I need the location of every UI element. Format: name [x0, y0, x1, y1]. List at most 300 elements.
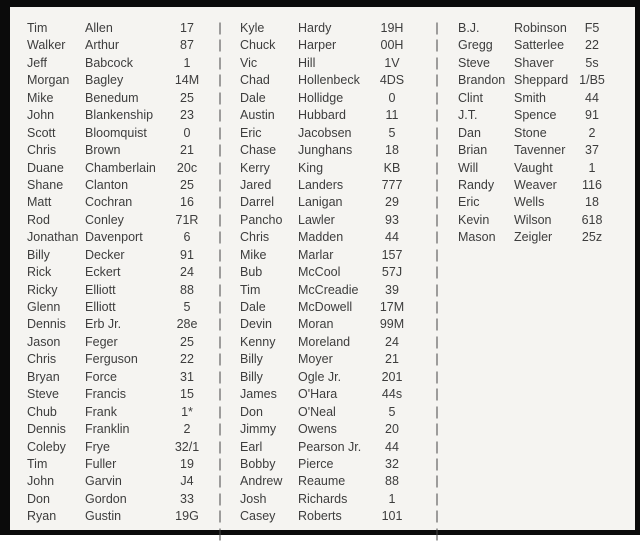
- first-name-cell: Tim: [27, 21, 48, 35]
- first-name-cell: Devin: [240, 317, 272, 332]
- first-name-cell: [27, 526, 85, 543]
- first-name-cell: [458, 282, 514, 299]
- car-number-cell: 39: [385, 282, 399, 297]
- roster-table: [10, 20, 635, 543]
- column-separator: |: [435, 352, 439, 367]
- last-name-cell: Hubbard: [298, 108, 346, 123]
- last-name-cell: [85, 526, 165, 543]
- column-separator: |: [218, 404, 222, 419]
- last-name-cell: Weaver: [514, 177, 557, 192]
- roster-sheet: [10, 7, 635, 541]
- first-name-cell: Mike: [27, 90, 54, 105]
- column-separator: |: [435, 143, 439, 158]
- column-separator: |: [435, 265, 439, 280]
- last-name-cell: [514, 439, 570, 456]
- first-name-cell: Steve: [458, 55, 490, 70]
- first-name-cell: Mason: [458, 230, 496, 245]
- car-number-cell: 25: [180, 177, 194, 192]
- last-name-cell: Ogle Jr.: [298, 369, 342, 384]
- column-separator: |: [218, 265, 222, 280]
- roster-row: [10, 526, 635, 543]
- column-separator: |: [435, 125, 439, 140]
- car-number-cell: [570, 421, 614, 438]
- column-separator: |: [435, 247, 439, 262]
- first-name-cell: [458, 456, 514, 473]
- car-number-cell: 11: [385, 108, 399, 123]
- first-name-cell: Kerry: [240, 160, 270, 175]
- roster-row: [10, 351, 635, 368]
- column-separator: |: [218, 55, 222, 70]
- car-number-cell: 71R: [175, 212, 199, 227]
- last-name-cell: O'Hara: [298, 387, 338, 402]
- roster-row: [10, 386, 635, 403]
- last-name-cell: Roberts: [298, 509, 342, 524]
- first-name-cell: Morgan: [27, 73, 70, 88]
- column-separator: |: [218, 334, 222, 349]
- car-number-cell: 37: [585, 143, 599, 158]
- roster-row: [10, 125, 635, 142]
- first-name-cell: Tim: [240, 282, 261, 297]
- roster-row: [10, 90, 635, 107]
- roster-row: [10, 282, 635, 299]
- last-name-cell: O'Neal: [298, 404, 336, 419]
- car-number-cell: 22: [180, 352, 194, 367]
- last-name-cell: [514, 264, 570, 281]
- column-separator: |: [435, 300, 439, 314]
- last-name-cell: [514, 386, 570, 403]
- first-name-cell: Will: [458, 160, 479, 175]
- first-name-cell: Andrew: [240, 474, 283, 489]
- first-name-cell: J.T.: [458, 108, 478, 123]
- car-number-cell: 5s: [585, 55, 599, 70]
- car-number-cell: 14M: [174, 73, 200, 88]
- car-number-cell: 25z: [581, 230, 603, 245]
- car-number-cell: 1: [588, 160, 596, 175]
- last-name-cell: Davenport: [85, 230, 143, 245]
- car-number-cell: 88: [180, 282, 194, 297]
- car-number-cell: 31: [180, 369, 194, 384]
- car-number-cell: 44: [385, 439, 399, 454]
- column-separator: |: [435, 21, 439, 35]
- first-name-cell: Jared: [240, 177, 272, 192]
- car-number-cell: 2: [183, 422, 191, 437]
- first-name-cell: Glenn: [27, 300, 61, 314]
- last-name-cell: McCreadie: [298, 282, 359, 297]
- first-name-cell: Scott: [27, 125, 56, 140]
- roster-row: [10, 456, 635, 473]
- car-number-cell: 5: [183, 300, 191, 314]
- first-name-cell: Shane: [27, 177, 64, 192]
- last-name-cell: Erb Jr.: [85, 317, 122, 332]
- column-separator: |: [218, 125, 222, 140]
- column-separator: |: [218, 456, 222, 471]
- first-name-cell: [458, 247, 514, 264]
- car-number-cell: 25: [180, 334, 194, 349]
- last-name-cell: Chamberlain: [85, 160, 156, 175]
- first-name-cell: John: [27, 108, 55, 123]
- last-name-cell: [514, 351, 570, 368]
- first-name-cell: [458, 264, 514, 281]
- column-separator: |: [218, 474, 222, 489]
- column-separator: |: [218, 38, 222, 53]
- car-number-cell: [570, 264, 614, 281]
- first-name-cell: Billy: [27, 247, 50, 262]
- first-name-cell: Duane: [27, 160, 64, 175]
- last-name-cell: Wilson: [514, 212, 552, 227]
- car-number-cell: 1V: [384, 55, 400, 70]
- car-number-cell: 29: [385, 195, 399, 210]
- column-separator: |: [218, 195, 222, 210]
- first-name-cell: Chad: [240, 73, 270, 88]
- car-number-cell: 19: [180, 456, 194, 471]
- roster-row: [10, 194, 635, 211]
- first-name-cell: Randy: [458, 177, 495, 192]
- column-separator: |: [435, 456, 439, 471]
- car-number-cell: [570, 439, 614, 456]
- first-name-cell: Mike: [240, 247, 267, 262]
- last-name-cell: Spence: [514, 108, 557, 123]
- car-number-cell: 19H: [380, 21, 404, 35]
- column-separator: |: [435, 474, 439, 489]
- column-separator: |: [218, 526, 222, 541]
- last-name-cell: [514, 369, 570, 386]
- column-separator: |: [435, 195, 439, 210]
- column-separator: |: [435, 509, 439, 524]
- last-name-cell: Elliott: [85, 300, 116, 314]
- column-separator: |: [218, 177, 222, 192]
- car-number-cell: 19G: [175, 509, 199, 524]
- last-name-cell: Pierce: [298, 456, 334, 471]
- car-number-cell: 1/B5: [579, 73, 605, 88]
- last-name-cell: McDowell: [298, 300, 353, 314]
- first-name-cell: Jason: [27, 334, 61, 349]
- last-name-cell: Hardy: [298, 21, 332, 35]
- column-separator: |: [435, 38, 439, 53]
- last-name-cell: Shaver: [514, 55, 554, 70]
- last-name-cell: Hollenbeck: [298, 73, 360, 88]
- last-name-cell: Tavenner: [514, 143, 566, 158]
- last-name-cell: Conley: [85, 212, 124, 227]
- car-number-cell: 20c: [176, 160, 198, 175]
- first-name-cell: Tim: [27, 456, 48, 471]
- first-name-cell: John: [27, 474, 55, 489]
- column-separator: |: [218, 230, 222, 245]
- last-name-cell: Lanigan: [298, 195, 343, 210]
- first-name-cell: Walker: [27, 38, 66, 53]
- roster-row: [10, 229, 635, 246]
- car-number-cell: 44: [585, 90, 599, 105]
- car-number-cell: [372, 526, 416, 543]
- last-name-cell: Gordon: [85, 491, 127, 506]
- first-name-cell: Brian: [458, 143, 488, 158]
- last-name-cell: Smith: [514, 90, 546, 105]
- first-name-cell: Chase: [240, 143, 277, 158]
- car-number-cell: [570, 508, 614, 525]
- last-name-cell: Arthur: [85, 38, 120, 53]
- column-separator: |: [218, 282, 222, 297]
- roster-row: [10, 160, 635, 177]
- column-separator: |: [218, 108, 222, 123]
- car-number-cell: 21: [180, 143, 194, 158]
- last-name-cell: Clanton: [85, 177, 129, 192]
- last-name-cell: [514, 508, 570, 525]
- last-name-cell: Satterlee: [514, 38, 565, 53]
- last-name-cell: Wells: [514, 195, 545, 210]
- first-name-cell: Jimmy: [240, 422, 277, 437]
- first-name-cell: Matt: [27, 195, 52, 210]
- car-number-cell: [570, 491, 614, 508]
- roster-row: [10, 55, 635, 72]
- first-name-cell: Jeff: [27, 55, 47, 70]
- first-name-cell: Dennis: [27, 317, 66, 332]
- car-number-cell: 1*: [181, 404, 193, 419]
- last-name-cell: [514, 473, 570, 490]
- last-name-cell: Elliott: [85, 282, 116, 297]
- car-number-cell: 33: [180, 491, 194, 506]
- first-name-cell: [458, 439, 514, 456]
- first-name-cell: Ricky: [27, 282, 58, 297]
- roster-row: [10, 473, 635, 490]
- last-name-cell: Bloomquist: [85, 125, 147, 140]
- roster-row: [10, 299, 635, 316]
- first-name-cell: Darrel: [240, 195, 275, 210]
- first-name-cell: Eric: [458, 195, 480, 210]
- first-name-cell: Kevin: [458, 212, 490, 227]
- first-name-cell: [458, 386, 514, 403]
- last-name-cell: [514, 282, 570, 299]
- car-number-cell: [570, 404, 614, 421]
- first-name-cell: [458, 421, 514, 438]
- last-name-cell: Hollidge: [298, 90, 344, 105]
- last-name-cell: [514, 334, 570, 351]
- first-name-cell: Jonathan: [27, 230, 79, 245]
- first-name-cell: Brandon: [458, 73, 506, 88]
- car-number-cell: 88: [385, 474, 399, 489]
- first-name-cell: Austin: [240, 108, 275, 123]
- column-separator: |: [218, 160, 222, 175]
- column-separator: |: [218, 90, 222, 105]
- car-number-cell: 1: [388, 491, 396, 506]
- roster-row: [10, 421, 635, 438]
- car-number-cell: [570, 282, 614, 299]
- last-name-cell: Moreland: [298, 334, 351, 349]
- car-number-cell: 777: [381, 177, 403, 192]
- column-separator: |: [435, 55, 439, 70]
- car-number-cell: [570, 299, 614, 316]
- car-number-cell: 93: [385, 212, 399, 227]
- last-name-cell: Marlar: [298, 247, 334, 262]
- car-number-cell: 28e: [176, 317, 198, 332]
- column-separator: |: [435, 282, 439, 297]
- last-name-cell: [514, 299, 570, 316]
- first-name-cell: Bobby: [240, 456, 276, 471]
- last-name-cell: Reaume: [298, 474, 346, 489]
- car-number-cell: 32: [385, 456, 399, 471]
- roster-row: [10, 142, 635, 159]
- first-name-cell: Dale: [240, 90, 266, 105]
- car-number-cell: 201: [381, 369, 403, 384]
- first-name-cell: B.J.: [458, 21, 480, 35]
- first-name-cell: Rod: [27, 212, 50, 227]
- column-separator: |: [218, 143, 222, 158]
- column-separator: |: [435, 491, 439, 506]
- car-number-cell: 101: [381, 509, 403, 524]
- last-name-cell: Owens: [298, 422, 337, 437]
- car-number-cell: 5: [388, 125, 396, 140]
- first-name-cell: [458, 526, 514, 543]
- first-name-cell: [458, 351, 514, 368]
- roster-row: [10, 212, 635, 229]
- car-number-cell: 91: [180, 247, 194, 262]
- car-number-cell: 25: [180, 90, 194, 105]
- car-number-cell: 15: [180, 387, 194, 402]
- last-name-cell: Babcock: [85, 55, 133, 70]
- roster-row: [10, 107, 635, 124]
- first-name-cell: Bub: [240, 265, 263, 280]
- car-number-cell: 4DS: [379, 73, 405, 88]
- car-number-cell: 91: [585, 108, 599, 123]
- column-separator: |: [435, 387, 439, 402]
- roster-row: [10, 439, 635, 456]
- first-name-cell: Clint: [458, 90, 484, 105]
- car-number-cell: 24: [180, 265, 194, 280]
- car-number-cell: KB: [383, 160, 401, 175]
- column-separator: |: [218, 247, 222, 262]
- column-separator: |: [218, 369, 222, 384]
- column-separator: |: [218, 352, 222, 367]
- column-separator: |: [218, 73, 222, 88]
- first-name-cell: Chris: [240, 230, 270, 245]
- last-name-cell: Franklin: [85, 422, 130, 437]
- roster-row: [10, 316, 635, 333]
- column-separator: |: [435, 177, 439, 192]
- car-number-cell: 57J: [381, 265, 403, 280]
- car-number-cell: 21: [385, 352, 399, 367]
- last-name-cell: Lawler: [298, 212, 335, 227]
- last-name-cell: Moran: [298, 317, 334, 332]
- first-name-cell: Chuck: [240, 38, 276, 53]
- first-name-cell: Chris: [27, 143, 57, 158]
- column-separator: |: [435, 230, 439, 245]
- last-name-cell: Decker: [85, 247, 125, 262]
- last-name-cell: Pearson Jr.: [298, 439, 362, 454]
- roster-row: [10, 334, 635, 351]
- first-name-cell: Casey: [240, 509, 276, 524]
- first-name-cell: Coleby: [27, 439, 66, 454]
- car-number-cell: 1: [183, 55, 191, 70]
- car-number-cell: 18: [385, 143, 399, 158]
- first-name-cell: [458, 404, 514, 421]
- roster-row: [10, 72, 635, 89]
- roster-row: [10, 20, 635, 37]
- first-name-cell: Kenny: [240, 334, 276, 349]
- car-number-cell: 0: [183, 125, 191, 140]
- last-name-cell: Robinson: [514, 21, 567, 35]
- last-name-cell: [514, 316, 570, 333]
- column-separator: |: [435, 422, 439, 437]
- first-name-cell: [458, 334, 514, 351]
- roster-row: [10, 491, 635, 508]
- last-name-cell: [298, 526, 372, 543]
- column-separator: |: [435, 334, 439, 349]
- roster-row: [10, 177, 635, 194]
- car-number-cell: [570, 351, 614, 368]
- car-number-cell: 17M: [379, 300, 405, 314]
- last-name-cell: Force: [85, 369, 117, 384]
- roster-row: [10, 264, 635, 281]
- car-number-cell: 17: [180, 21, 194, 35]
- car-number-cell: [570, 316, 614, 333]
- car-number-cell: [570, 456, 614, 473]
- last-name-cell: [514, 526, 570, 543]
- first-name-cell: [458, 473, 514, 490]
- last-name-cell: Ferguson: [85, 352, 138, 367]
- last-name-cell: King: [298, 160, 324, 175]
- first-name-cell: Rick: [27, 265, 52, 280]
- car-number-cell: 2: [588, 125, 596, 140]
- last-name-cell: Blankenship: [85, 108, 154, 123]
- first-name-cell: Dan: [458, 125, 481, 140]
- last-name-cell: Gustin: [85, 509, 122, 524]
- first-name-cell: Steve: [27, 387, 59, 402]
- first-name-cell: Bryan: [27, 369, 60, 384]
- last-name-cell: Eckert: [85, 265, 121, 280]
- first-name-cell: Billy: [240, 369, 263, 384]
- first-name-cell: Billy: [240, 352, 263, 367]
- first-name-cell: Dale: [240, 300, 266, 314]
- car-number-cell: 24: [385, 334, 399, 349]
- column-separator: |: [218, 422, 222, 437]
- first-name-cell: Don: [240, 404, 263, 419]
- last-name-cell: Jacobsen: [298, 125, 352, 140]
- car-number-cell: F5: [584, 21, 600, 35]
- car-number-cell: 5: [388, 404, 396, 419]
- last-name-cell: McCool: [298, 265, 341, 280]
- roster-row: [10, 369, 635, 386]
- last-name-cell: [514, 456, 570, 473]
- first-name-cell: Chub: [27, 404, 57, 419]
- first-name-cell: Don: [27, 491, 50, 506]
- car-number-cell: 157: [381, 247, 403, 262]
- car-number-cell: [570, 247, 614, 264]
- last-name-cell: Sheppard: [514, 73, 569, 88]
- last-name-cell: Fuller: [85, 456, 117, 471]
- car-number-cell: [570, 473, 614, 490]
- last-name-cell: Harper: [298, 38, 337, 53]
- car-number-cell: 618: [581, 212, 603, 227]
- last-name-cell: Cochran: [85, 195, 133, 210]
- column-separator: |: [435, 404, 439, 419]
- column-separator: |: [218, 300, 222, 314]
- first-name-cell: [458, 299, 514, 316]
- column-separator: |: [218, 317, 222, 332]
- roster-row: [10, 37, 635, 54]
- car-number-cell: [570, 386, 614, 403]
- column-separator: |: [435, 212, 439, 227]
- last-name-cell: Vaught: [514, 160, 553, 175]
- first-name-cell: Josh: [240, 491, 267, 506]
- column-separator: |: [218, 491, 222, 506]
- last-name-cell: Landers: [298, 177, 344, 192]
- car-number-cell: 22: [585, 38, 599, 53]
- first-name-cell: [458, 491, 514, 508]
- column-separator: |: [218, 387, 222, 402]
- column-separator: |: [435, 317, 439, 332]
- first-name-cell: Chris: [27, 352, 57, 367]
- first-name-cell: [458, 508, 514, 525]
- column-separator: |: [218, 439, 222, 454]
- car-number-cell: [570, 334, 614, 351]
